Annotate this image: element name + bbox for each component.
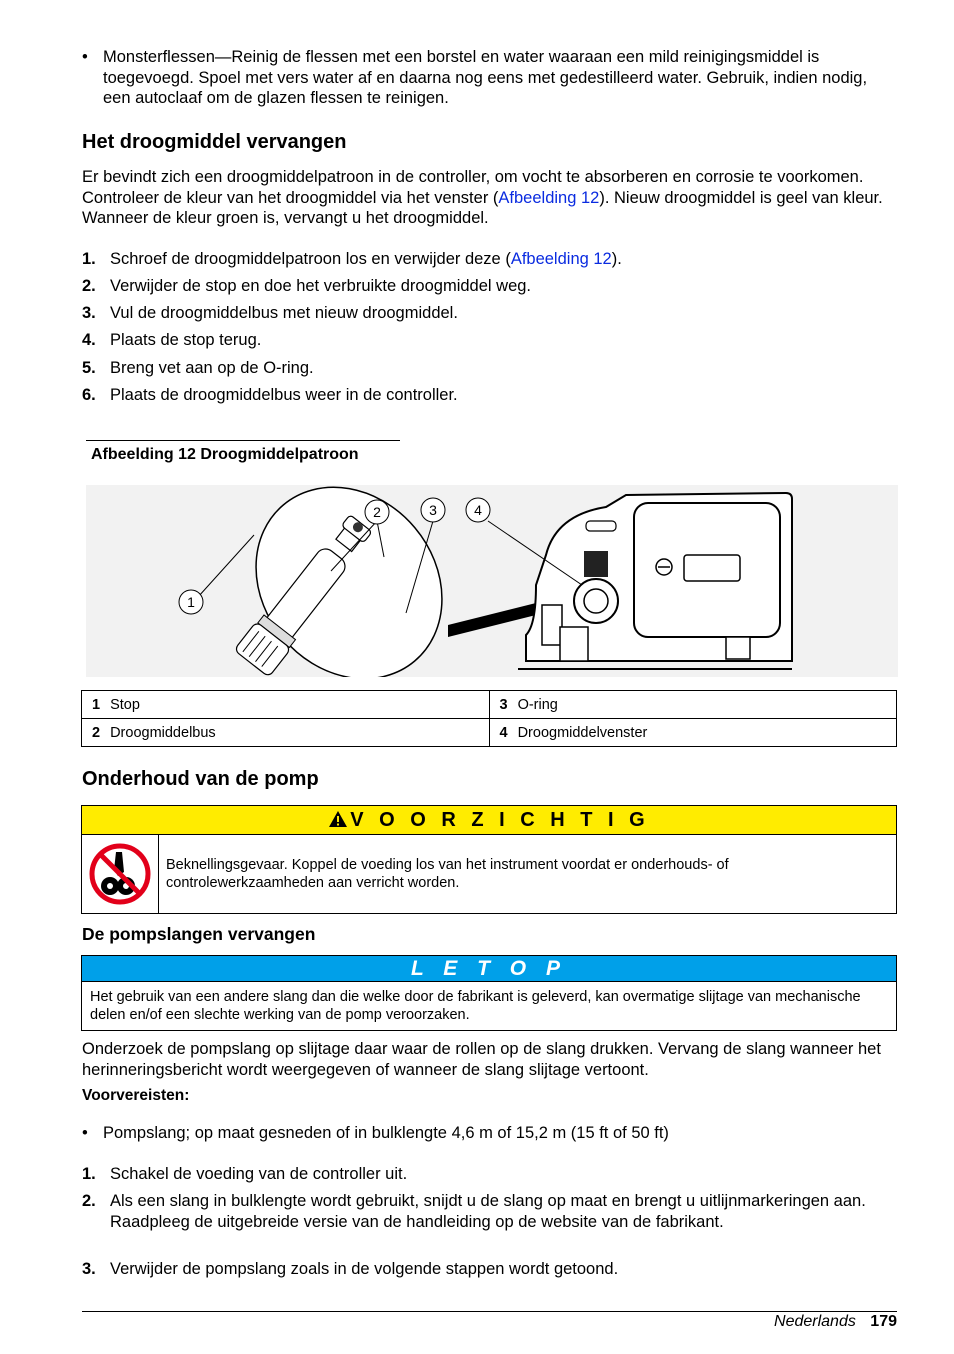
section-paragraph — [82, 167, 897, 229]
pinch-hazard-icon — [88, 842, 152, 906]
step-text: Als een slang in bulklengte wordt gebruikt, snijdt u de slang op maat en brengt u uitlijnmarkeringen aan. Raadpleeg de uitgebreide versie van de handleiding op de website van de fabrikant. — [110, 1192, 866, 1231]
figure-link[interactable]: Afbeelding 12 — [510, 250, 612, 268]
callout-3 — [421, 498, 445, 522]
bullet-text: Monsterflessen—Reinig de flessen met een borstel en water waaraan een mild reinigingsmiddel is toegevoegd. Spoel met vers water af en daarna nog eens met gedestilleerd water. Gebruik, indien nodig, een autoclaaf om de glazen flessen te reinigen. — [103, 48, 868, 107]
legend-cell — [82, 691, 490, 719]
svg-text:4: 4 — [474, 502, 482, 518]
desiccant-cartridge-illustration — [86, 485, 898, 677]
step-number: 6. — [82, 386, 96, 404]
figure-legend-table — [81, 690, 897, 747]
section-heading-droogmiddel: Het droogmiddel vervangen — [82, 131, 347, 153]
svg-text:3: 3 — [429, 502, 437, 518]
legend-label: O-ring — [517, 696, 558, 713]
step-number: 1. — [82, 250, 96, 268]
legend-number: 1 — [92, 696, 101, 713]
legend-number: 2 — [92, 724, 101, 741]
caution-header — [82, 806, 896, 835]
legend-number: 3 — [499, 696, 508, 713]
step-text-after: ). — [611, 250, 622, 268]
section-paragraph: Onderzoek de pompslang op slijtage daar waar de rollen op de slang drukken. Vervang de slang wanneer het herinneringsbericht wordt weergegeven of wanneer de slang slijtage vertoont. — [82, 1040, 881, 1079]
table-row — [82, 719, 897, 747]
legend-label: Droogmiddelbus — [110, 724, 216, 741]
svg-text:2: 2 — [373, 504, 381, 520]
bullet-text: Pompslang; op maat gesneden of in bulklengte 4,6 m of 15,2 m (15 ft of 50 ft) — [103, 1124, 669, 1142]
legend-cell — [82, 719, 490, 747]
figure-link[interactable]: Afbeelding 12 — [498, 188, 600, 207]
step-text: Verwijder de stop en doe het verbruikte droogmiddel weg. — [110, 277, 531, 295]
step-text: Schakel de voeding van de controller uit. — [110, 1165, 408, 1183]
step-text: Schroef de droogmiddelpatroon los en verwijder deze ( — [110, 250, 511, 268]
footer-language: Nederlands — [774, 1313, 856, 1330]
section-heading-pomp: Onderhoud van de pomp — [82, 768, 319, 790]
notice-header: L E T O P — [82, 956, 896, 982]
notice-box — [81, 955, 897, 1031]
step-number: 4. — [82, 331, 96, 349]
footer-rule — [82, 1311, 897, 1312]
caution-label: V O O R Z I C H T I G — [350, 809, 650, 831]
step-number: 5. — [82, 359, 96, 377]
bullet-symbol: • — [82, 1124, 88, 1142]
caution-message: Beknellingsgevaar. Koppel de voeding los van het instrument voordat er onderhouds- of controlewerkzaamheden aan verricht worden. — [166, 857, 729, 891]
step-number: 3. — [82, 1260, 96, 1278]
bullet-symbol: • — [82, 48, 88, 66]
legend-label: Stop — [110, 696, 140, 713]
legend-number: 4 — [499, 724, 508, 741]
page-number: 179 — [870, 1313, 897, 1330]
step-number: 3. — [82, 304, 96, 322]
legend-cell — [489, 691, 897, 719]
step-text: Verwijder de pompslang zoals in de volgende stappen wordt getoond. — [110, 1260, 619, 1278]
prerequisites-label: Voorvereisten: — [82, 1087, 190, 1104]
notice-message: Het gebruik van een andere slang dan die welke door de fabrikant is geleverd, kan overmatige slijtage van mechanische delen en/of een slechte werking van de pomp veroorzaken. — [90, 989, 861, 1023]
svg-text:1: 1 — [187, 594, 195, 610]
callout-1 — [179, 590, 203, 614]
figure-caption: Afbeelding 12 Droogmiddelpatroon — [91, 446, 359, 463]
subsection-heading-pompslangen: De pompslangen vervangen — [82, 924, 316, 944]
page-footer — [774, 1313, 897, 1331]
paragraph-text-2: ). Nieuw droogmiddel is geel van kleur. Wanneer de kleur groen is, vervangt u het droogmiddel. — [82, 188, 883, 227]
step-number: 2. — [82, 277, 96, 295]
caption-rule — [86, 440, 400, 441]
step-number: 2. — [82, 1192, 96, 1210]
callout-4 — [466, 498, 490, 522]
caution-box — [81, 805, 897, 914]
table-row — [82, 691, 897, 719]
paragraph-text-1: Er bevindt zich een droogmiddelpatroon in de controller, om vocht te absorberen en corrosie te voorkomen. Controleer de kleur van het droogmiddel via het venster ( — [82, 168, 864, 207]
callout-2 — [365, 500, 389, 524]
step-text: Breng vet aan op de O-ring. — [110, 359, 314, 377]
step-number: 1. — [82, 1165, 96, 1183]
step-text: Plaats de stop terug. — [110, 331, 262, 349]
step-text: Vul de droogmiddelbus met nieuw droogmiddel. — [110, 304, 458, 322]
step-text: Plaats de droogmiddelbus weer in de controller. — [110, 386, 458, 404]
legend-cell — [489, 719, 897, 747]
caution-icon-cell — [82, 835, 159, 913]
warning-triangle-icon — [328, 810, 348, 828]
legend-label: Droogmiddelvenster — [517, 724, 648, 741]
